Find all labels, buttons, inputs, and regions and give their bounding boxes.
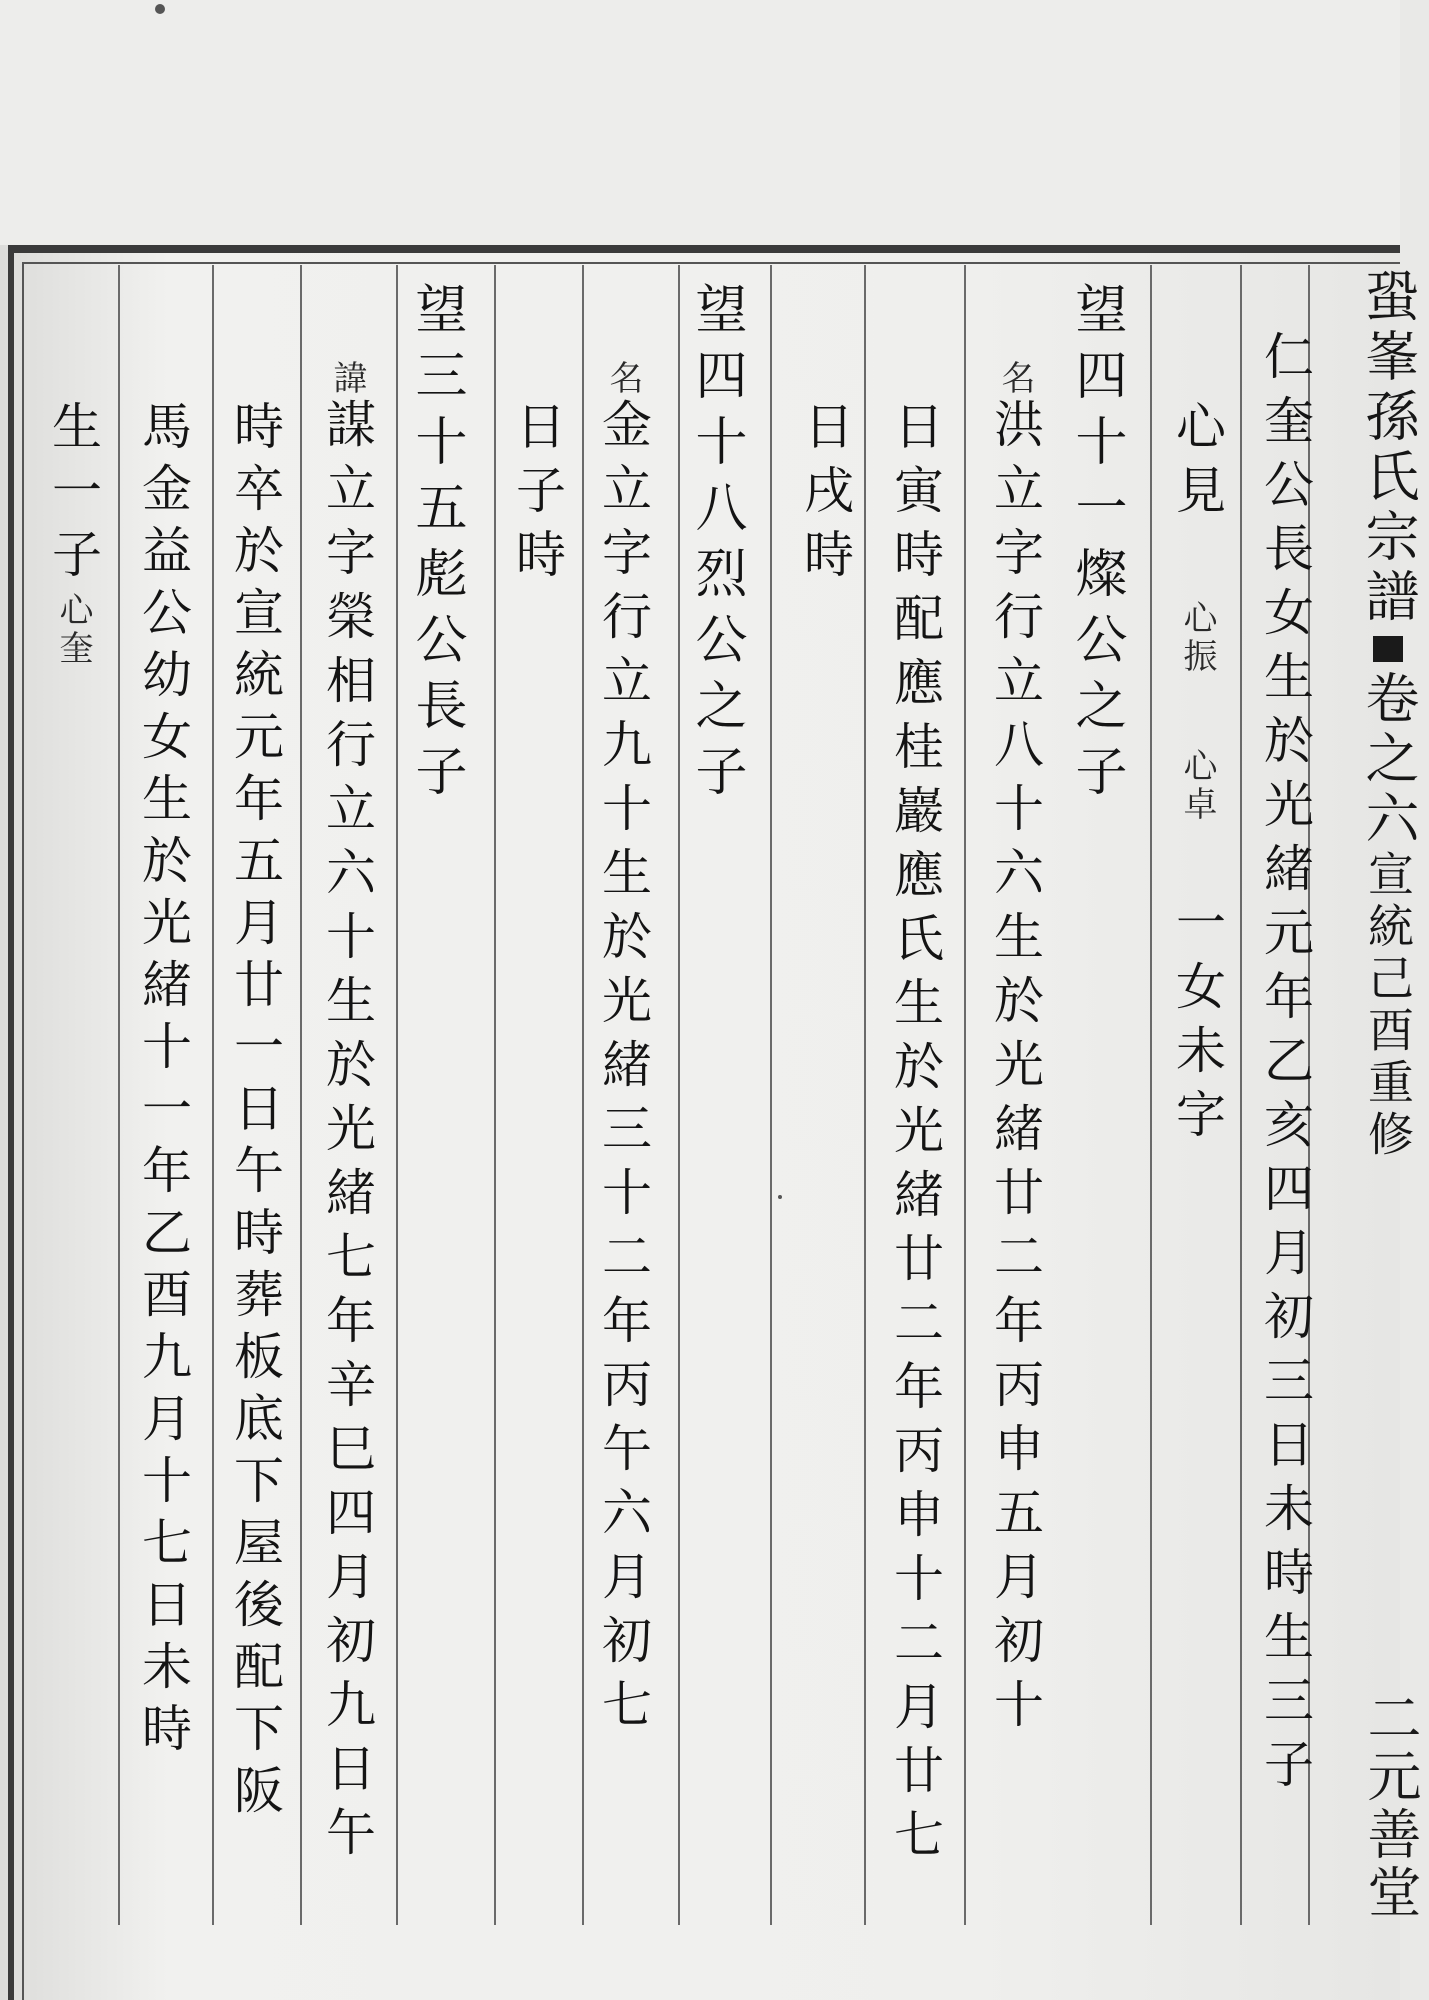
child-name: 心振 [1177, 600, 1217, 676]
column-rule [864, 265, 866, 1925]
text-column-2 [1168, 400, 1226, 1152]
column-rule [678, 265, 680, 1925]
column-note: 配應桂巖應氏生於光緒廿二年丙申十二月廿七 [886, 592, 944, 1872]
text-column-11 [318, 360, 376, 1870]
text-column-3 [1066, 282, 1126, 810]
text-column-4 [986, 360, 1044, 1742]
column-note: 一女未字 [1168, 896, 1226, 1152]
column-rule [212, 265, 214, 1925]
text-column-9 [508, 400, 566, 592]
column-note: 榮相行立六十生於光緒七年辛巳四月初九日午 [318, 590, 376, 1870]
column-text: 洪立字 [986, 398, 1044, 590]
column-note: 配下阪 [226, 1640, 284, 1826]
text-column-5 [886, 400, 944, 1872]
column-text: 馬金益公幼女生於光緒十一年乙酉九月十七日未時 [134, 400, 192, 1764]
column-text: 心見 [1168, 400, 1226, 528]
column-rule [964, 265, 966, 1925]
text-column-12 [226, 400, 284, 1826]
column-note: 生三子 [1256, 1610, 1314, 1802]
column-note: 行立八十六生於光緒廿二年丙申五月初十 [986, 590, 1044, 1742]
column-rule [770, 265, 772, 1925]
blank-upper-margin [0, 0, 1400, 245]
fishtail-mark [1373, 636, 1403, 662]
column-text: 日戌時 [796, 400, 854, 592]
text-column-6 [796, 400, 854, 592]
column-text: 日子時 [508, 400, 566, 592]
column-rule [1150, 265, 1152, 1925]
column-rule [582, 265, 584, 1925]
text-column-1 [1256, 330, 1314, 1802]
name-marker: 名 [995, 360, 1035, 398]
column-text: 時卒於宣統元年五月廿一日午時葬板底下屋後 [226, 400, 284, 1640]
ink-speck [155, 4, 165, 14]
column-note: 行立九十生於光緒三十二年丙午六月初七 [594, 590, 652, 1742]
column-text: 謀立字 [318, 398, 376, 590]
text-column-14 [44, 400, 102, 668]
book-title [1350, 268, 1427, 1162]
text-column-10 [406, 282, 466, 810]
column-text: 日寅時 [886, 400, 944, 592]
column-rule [118, 265, 120, 1925]
column-text: 仁奎公長女生於光緒元年乙亥四月初三日未時 [1256, 330, 1314, 1610]
ink-speck [778, 1195, 782, 1199]
column-heading: 望四十八烈公之子 [686, 282, 746, 810]
column-text: 金立字 [594, 398, 652, 590]
edition-label: 宣統己酉重修 [1361, 850, 1415, 1162]
column-rule [396, 265, 398, 1925]
column-text: 生一子 [44, 400, 102, 592]
child-name: 心奎 [53, 592, 93, 668]
column-rule [1240, 265, 1242, 1925]
genealogy-title: 蛩峯孫氏宗譜 [1357, 268, 1420, 628]
child-name: 心卓 [1177, 748, 1217, 824]
hall-name: 二元善堂 [1359, 1690, 1422, 1922]
volume-label: 卷之六 [1357, 670, 1420, 850]
column-heading: 望四十一燦公之子 [1066, 282, 1126, 810]
column-heading: 望三十五彪公長子 [406, 282, 466, 810]
text-column-8 [594, 360, 652, 1742]
column-rule [494, 265, 496, 1925]
column-rule [300, 265, 302, 1925]
name-marker: 諱 [327, 360, 367, 398]
name-marker: 名 [603, 360, 643, 398]
text-column-7 [686, 282, 746, 810]
text-column-13 [134, 400, 192, 1764]
